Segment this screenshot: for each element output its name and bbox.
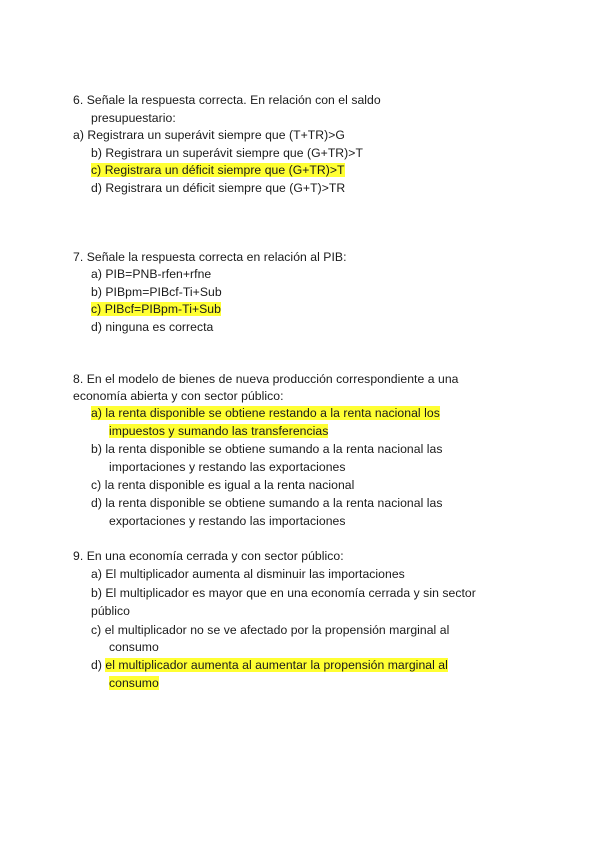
answer-highlight: a) la renta disponible se obtiene restando a la renta nacional los (91, 406, 440, 420)
question-6-option-c (91, 163, 345, 178)
question-9-option-a: a) El multiplicador aumenta al disminuir las importaciones (91, 567, 405, 581)
question-8-option-c: c) la renta disponible es igual a la renta nacional (91, 478, 355, 492)
question-6-text: 6. Señale la respuesta correcta. En relación con el saldo (73, 93, 381, 107)
question-6-option-a: a) Registrara un superávit siempre que (T+TR)>G (73, 128, 345, 142)
question-9-option-b-cont: público (91, 604, 130, 618)
question-7-option-c (91, 302, 221, 317)
question-8-option-a-cont (109, 424, 328, 439)
answer-highlight: consumo (109, 676, 159, 690)
question-7-text: 7. Señale la respuesta correcta en relación al PIB: (73, 250, 347, 264)
question-8-option-a (91, 406, 440, 421)
answer-highlight: impuestos y sumando las transferencias (109, 424, 329, 438)
question-8-option-b: b) la renta disponible se obtiene sumando a la renta nacional las (91, 442, 443, 456)
question-8-option-d: d) la renta disponible se obtiene sumando a la renta nacional las (91, 496, 443, 510)
question-9-text: 9. En una economía cerrada y con sector público: (73, 549, 344, 563)
answer-highlight: el multiplicador aumenta al aumentar la propensión marginal al (105, 658, 448, 672)
question-6-option-d: d) Registrara un déficit siempre que (G+T)>TR (91, 181, 346, 195)
question-6-option-b: b) Registrara un superávit siempre que (G+TR)>T (91, 146, 363, 160)
question-8-option-b-cont: importaciones y restando las exportaciones (109, 460, 346, 474)
answer-highlight: c) Registrara un déficit siempre que (G+TR)>T (91, 163, 345, 177)
option-prefix: d) (91, 658, 106, 672)
question-8-text-cont: economía abierta y con sector público: (73, 389, 284, 403)
question-7-option-a: a) PIB=PNB-rfen+rfne (91, 267, 212, 281)
question-8-option-d-cont: exportaciones y restando las importaciones (109, 514, 346, 528)
question-8-text: 8. En el modelo de bienes de nueva producción correspondiente a una (73, 372, 459, 386)
question-9-option-d (91, 658, 448, 673)
question-9-option-c-cont: consumo (109, 640, 159, 654)
question-7-option-b: b) PIBpm=PIBcf-Ti+Sub (91, 285, 222, 299)
question-9-option-c: c) el multiplicador no se ve afectado por la propensión marginal al (91, 623, 450, 637)
question-9-option-d-cont (109, 676, 159, 691)
answer-highlight: c) PIBcf=PIBpm-Ti+Sub (91, 302, 221, 316)
question-6-text-cont: presupuestario: (91, 111, 176, 125)
question-9-option-b: b) El multiplicador es mayor que en una economía cerrada y sin sector (91, 586, 476, 600)
question-7-option-d: d) ninguna es correcta (91, 320, 214, 334)
